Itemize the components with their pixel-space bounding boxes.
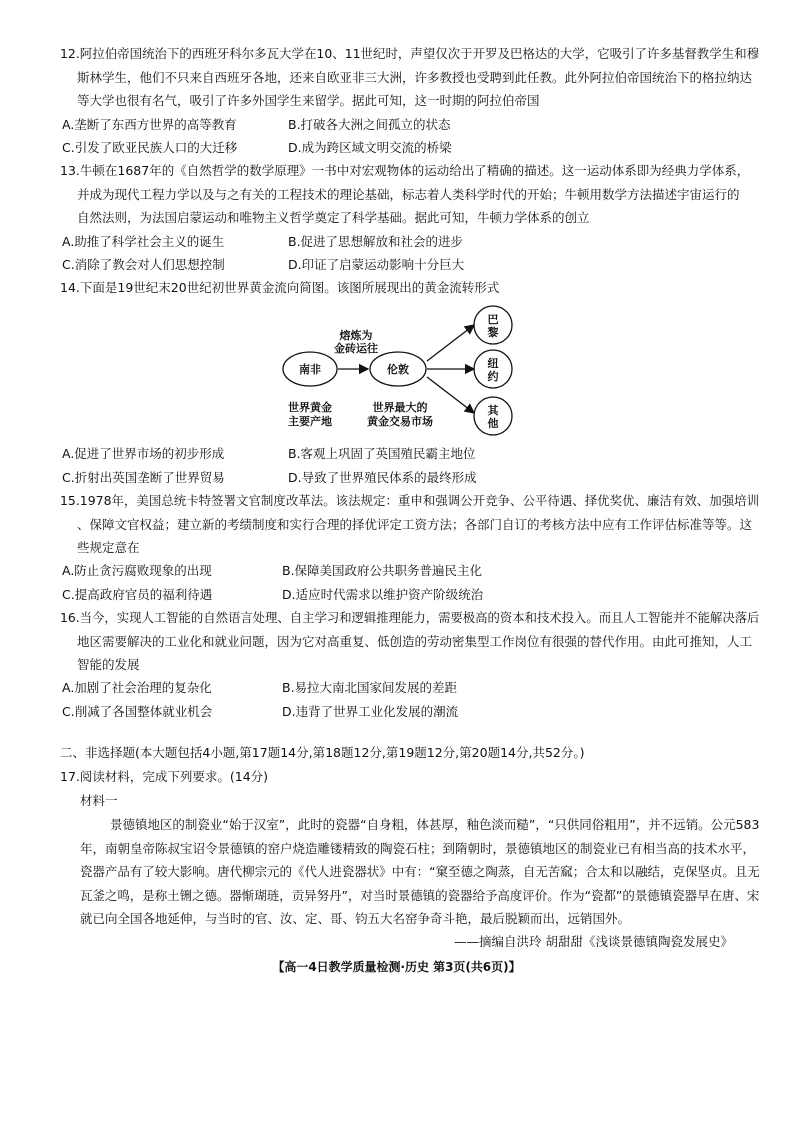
q16-option-a: A.加剧了社会治理的复杂化: [62, 680, 212, 695]
q13-line-1: 13.牛顿在1687年的《自然哲学的数学原理》一书中对宏观物体的运动给出了精确的描述。这一运动体系即为经典力学体系，: [60, 163, 750, 178]
node-london-label: 伦敦: [387, 363, 409, 376]
q12-option-c: C.引发了欧亚民族人口的大迁移: [62, 140, 238, 155]
caption-london-2: 黄金交易市场: [367, 415, 433, 428]
q15-line-2: 、保障文官权益；建立新的考绩制度和实行合理的择优评定工资方法；各部门自订的考核方法中应有工作评估标准等等。这: [77, 517, 753, 532]
q13-option-b: B.促进了思想解放和社会的进步: [288, 234, 464, 249]
q17-title: 17.阅读材料，完成下列要求。(14分): [60, 769, 269, 784]
page-footer: 【高一4日教学质量检测·历史 第3页(共6页)】: [272, 960, 521, 974]
q17-material-line-2: 年，南朝皇帝陈叔宝诏令景德镇的窑户烧造雕镂精致的陶瓷石柱；到隋朝时，景德镇地区的制瓷业已有相当高的技术水平，: [80, 841, 756, 856]
q13-option-c: C.消除了教会对人们思想控制: [62, 257, 225, 272]
arrow-to-paris: [427, 325, 474, 361]
q14-option-b: B.客观上巩固了英国殖民霸主地位: [288, 446, 476, 461]
node-south-africa-label: 南非: [299, 363, 321, 376]
q15-line-1: 15.1978年，美国总统卡特签署文官制度改革法。该法规定：重申和强调公开竞争、公平待遇、择优奖优、廉洁有效、加强培训: [60, 493, 760, 508]
arrow-to-other: [427, 377, 474, 413]
q12-option-a: A.垄断了东西方世界的高等教育: [62, 117, 237, 132]
section-2-heading: 二、非选择题(本大题包括4小题,第17题14分,第18题12分,第19题12分,第20题14分,共52分。): [60, 745, 585, 760]
q17-material-line-1: 景德镇地区的制瓷业“始于汉室”，此时的瓷器“自身粗，体甚厚，釉色淡而糙”，“只供同俗粗用”，并不远销。公元583: [110, 817, 760, 832]
q13-option-a: A.助推了科学社会主义的诞生: [62, 234, 225, 249]
q13-line-3: 自然法则，为法国启蒙运动和唯物主义哲学奠定了科学基础。据此可知，牛顿力学体系的创立: [77, 210, 590, 225]
q17-material-label: 材料一: [80, 793, 118, 808]
node-new-york-label-2: 约: [487, 370, 499, 383]
q16-option-d: D.违背了世界工业化发展的潮流: [282, 704, 459, 719]
q15-option-b: B.保障美国政府公共职务普遍民主化: [282, 563, 483, 578]
q16-line-2: 地区需要解决的工业化和就业问题，因为它对高重复、低创造的劳动密集型工作岗位有很强的替代作用。由此可推知，人工: [77, 634, 753, 649]
gold-flow-diagram: [272, 303, 532, 441]
arrow-label-1: 熔炼为: [339, 329, 373, 342]
caption-south-africa-2: 主要产地: [288, 415, 332, 428]
node-paris-label-1: 巴: [487, 313, 499, 326]
node-paris-label-2: 黎: [487, 326, 499, 339]
caption-london-1: 世界最大的: [372, 401, 428, 414]
q15-option-c: C.提高政府官员的福利待遇: [62, 587, 213, 602]
q12-line-1: 12.阿拉伯帝国统治下的西班牙科尔多瓦大学在10、11世纪时，声望仅次于开罗及巴格达的大学，它吸引了许多基督教学生和穆: [60, 46, 760, 61]
q13-line-2: 并成为现代工程力学以及与之有关的工程技术的理论基础，标志着人类科学时代的开始；牛顿用数学方法描述宇宙运行的: [77, 187, 740, 202]
q15-line-3: 些规定意在: [77, 540, 140, 555]
q14-option-d: D.导致了世界殖民体系的最终形成: [288, 470, 477, 485]
q17-material-line-3: 瓷器产品有了较大影响。唐代柳宗元的《代人进瓷器状》中有：“窠至德之陶蒸，自无苦窳；合太和以融结，克保坚贞。且无: [80, 864, 760, 879]
q12-line-3: 等大学也很有名气，吸引了许多外国学生来留学。据此可知，这一时期的阿拉伯帝国: [77, 93, 540, 108]
q13-option-d: D.印证了启蒙运动影响十分巨大: [288, 257, 465, 272]
caption-south-africa-1: 世界黄金: [288, 401, 332, 414]
q12-option-d: D.成为跨区域文明交流的桥梁: [288, 140, 452, 155]
q15-option-a: A.防止贪污腐败现象的出现: [62, 563, 212, 578]
node-other-label-2: 他: [487, 417, 499, 430]
node-new-york-label-1: 纽: [487, 357, 499, 370]
q16-option-b: B.易拉大南北国家间发展的差距: [282, 680, 458, 695]
q16-line-1: 16.当今，实现人工智能的自然语言处理、自主学习和逻辑推理能力，需要极高的资本和技术投入。而且人工智能并不能解决落后: [60, 611, 760, 625]
node-other-label-1: 其: [487, 404, 499, 417]
arrow-label-2: 金砖运往: [334, 342, 378, 355]
q15-option-d: D.适应时代需求以维护资产阶级统治: [282, 587, 484, 602]
q12-line-2: 斯林学生，他们不只来自西班牙各地，还来自欧亚非三大洲，许多教授也受聘到此任教。此外阿拉伯帝国统治下的格拉纳达: [77, 70, 753, 85]
q17-material-line-4: 瓦釜之鸣，是称土铏之德。器惭瑚琏，贡异努丹”，对当时景德镇的瓷器给予高度评价。作为“瓷都”的景德镇瓷器早在唐、宋: [80, 888, 760, 903]
q17-material-line-5: 就已向全国各地延伸，与当时的官、汝、定、哥、钧五大名窑争奇斗艳，最后脱颖而出，远销国外。: [80, 911, 631, 926]
q12-option-b: B.打破各大洲之间孤立的状态: [288, 117, 451, 132]
q16-line-3: 智能的发展: [77, 657, 140, 672]
q17-source: ——摘编自洪玲 胡甜甜《浅谈景德镇陶瓷发展史》: [454, 934, 733, 949]
q14-line-1: 14.下面是19世纪末20世纪初世界黄金流向简图。该图所展现出的黄金流转形式: [60, 280, 500, 295]
q16-option-c: C.削减了各国整体就业机会: [62, 704, 213, 719]
q14-option-c: C.折射出英国垄断了世界贸易: [62, 470, 225, 485]
q14-option-a: A.促进了世界市场的初步形成: [62, 446, 225, 461]
